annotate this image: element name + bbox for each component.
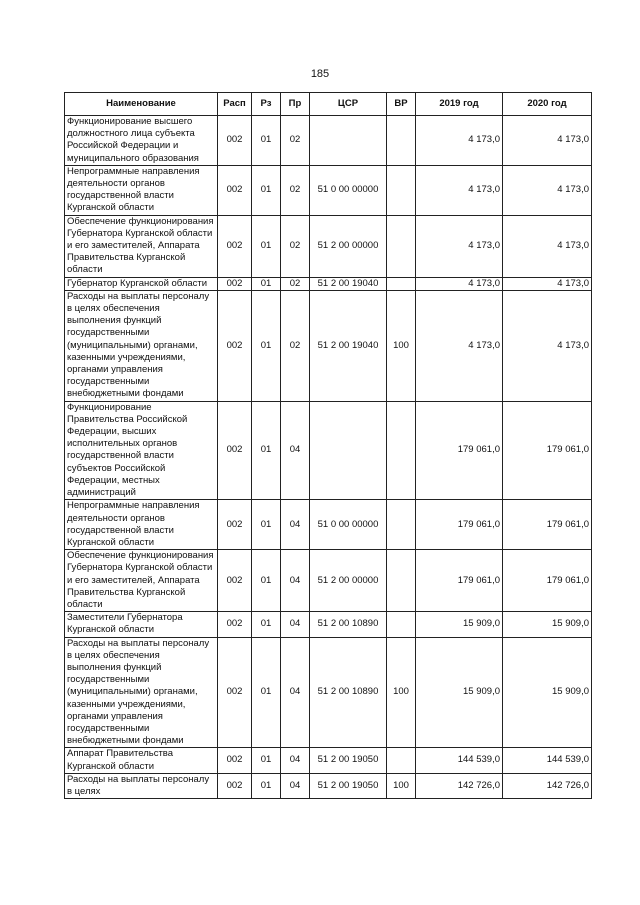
cell-csr: 51 2 00 00000	[310, 215, 387, 277]
header-name: Наименование	[65, 93, 218, 116]
cell-csr: 51 2 00 19040	[310, 290, 387, 401]
cell-csr: 51 2 00 00000	[310, 550, 387, 612]
cell-rasp: 002	[218, 215, 252, 277]
cell-name: Функционирование Правительства Российской Федерации, высших исполнительных органов государственной власти субъектов Российской Федерации, местных администраций	[65, 401, 218, 500]
cell-vr: 100	[387, 290, 416, 401]
header-pr: Пр	[281, 93, 310, 116]
cell-pr: 02	[281, 116, 310, 166]
cell-rz: 01	[252, 401, 281, 500]
cell-name: Непрограммные направления деятельности органов государственной власти Курганской области	[65, 165, 218, 215]
cell-2019: 179 061,0	[416, 500, 503, 550]
cell-rz: 01	[252, 550, 281, 612]
cell-rasp: 002	[218, 290, 252, 401]
cell-vr	[387, 550, 416, 612]
cell-rz: 01	[252, 165, 281, 215]
table-row	[65, 401, 592, 500]
budget-table	[64, 92, 592, 799]
cell-rz: 01	[252, 116, 281, 166]
cell-2020: 179 061,0	[503, 500, 592, 550]
cell-2019: 4 173,0	[416, 277, 503, 290]
cell-pr: 02	[281, 215, 310, 277]
cell-rz: 01	[252, 748, 281, 773]
cell-vr	[387, 277, 416, 290]
cell-pr: 04	[281, 748, 310, 773]
header-rz: Рз	[252, 93, 281, 116]
cell-2019: 4 173,0	[416, 290, 503, 401]
cell-name: Обеспечение функционирования Губернатора Курганской области и его заместителей, Аппарата Правительства Курганской области	[65, 550, 218, 612]
cell-pr: 04	[281, 401, 310, 500]
cell-vr	[387, 500, 416, 550]
cell-pr: 02	[281, 277, 310, 290]
header-vr: ВР	[387, 93, 416, 116]
page-number: 185	[310, 68, 330, 80]
cell-2020: 15 909,0	[503, 637, 592, 748]
cell-2020: 4 173,0	[503, 116, 592, 166]
cell-name: Расходы на выплаты персоналу в целях	[65, 773, 218, 798]
table-row	[65, 748, 592, 773]
cell-2020: 4 173,0	[503, 290, 592, 401]
cell-rasp: 002	[218, 612, 252, 637]
cell-2020: 144 539,0	[503, 748, 592, 773]
table-row	[65, 215, 592, 277]
cell-rz: 01	[252, 637, 281, 748]
cell-name: Заместители Губернатора Курганской области	[65, 612, 218, 637]
table-row	[65, 290, 592, 401]
cell-2019: 144 539,0	[416, 748, 503, 773]
header-rasp: Расп	[218, 93, 252, 116]
cell-2020: 142 726,0	[503, 773, 592, 798]
cell-vr	[387, 748, 416, 773]
table-row	[65, 277, 592, 290]
header-csr: ЦСР	[310, 93, 387, 116]
cell-csr: 51 2 00 19040	[310, 277, 387, 290]
cell-rz: 01	[252, 612, 281, 637]
cell-rz: 01	[252, 290, 281, 401]
cell-pr: 02	[281, 290, 310, 401]
cell-2020: 15 909,0	[503, 612, 592, 637]
cell-2019: 15 909,0	[416, 612, 503, 637]
cell-csr: 51 2 00 19050	[310, 748, 387, 773]
cell-name: Губернатор Курганской области	[65, 277, 218, 290]
cell-rasp: 002	[218, 277, 252, 290]
cell-2020: 179 061,0	[503, 401, 592, 500]
cell-vr	[387, 401, 416, 500]
table-row	[65, 165, 592, 215]
cell-2019: 4 173,0	[416, 165, 503, 215]
cell-pr: 04	[281, 550, 310, 612]
cell-2020: 179 061,0	[503, 550, 592, 612]
header-2019: 2019 год	[416, 93, 503, 116]
cell-vr	[387, 215, 416, 277]
cell-csr	[310, 401, 387, 500]
cell-name: Функционирование высшего должностного лица субъекта Российской Федерации и муниципального образования	[65, 116, 218, 166]
cell-csr	[310, 116, 387, 166]
cell-csr: 51 0 00 00000	[310, 500, 387, 550]
cell-pr: 02	[281, 165, 310, 215]
cell-name: Обеспечение функционирования Губернатора Курганской области и его заместителей, Аппарата Правительства Курганской области	[65, 215, 218, 277]
header-2020: 2020 год	[503, 93, 592, 116]
cell-2019: 179 061,0	[416, 550, 503, 612]
cell-pr: 04	[281, 612, 310, 637]
cell-csr: 51 0 00 00000	[310, 165, 387, 215]
cell-csr: 51 2 00 19050	[310, 773, 387, 798]
cell-2019: 4 173,0	[416, 215, 503, 277]
cell-2019: 15 909,0	[416, 637, 503, 748]
cell-name: Аппарат Правительства Курганской области	[65, 748, 218, 773]
cell-2019: 142 726,0	[416, 773, 503, 798]
cell-pr: 04	[281, 773, 310, 798]
table-header-row	[65, 93, 592, 116]
cell-rasp: 002	[218, 773, 252, 798]
cell-name: Непрограммные направления деятельности органов государственной власти Курганской области	[65, 500, 218, 550]
cell-rasp: 002	[218, 748, 252, 773]
cell-rasp: 002	[218, 165, 252, 215]
cell-name: Расходы на выплаты персоналу в целях обеспечения выполнения функций государственными (муниципальными) органами, казенными учреждениями, органами управления государственными внебюджетными фондами	[65, 637, 218, 748]
cell-name: Расходы на выплаты персоналу в целях обеспечения выполнения функций государственными (муниципальными) органами, казенными учреждениями, органами управления государственными внебюджетными фондами	[65, 290, 218, 401]
cell-2019: 4 173,0	[416, 116, 503, 166]
cell-rasp: 002	[218, 637, 252, 748]
table-row	[65, 500, 592, 550]
cell-csr: 51 2 00 10890	[310, 612, 387, 637]
cell-vr	[387, 116, 416, 166]
cell-csr: 51 2 00 10890	[310, 637, 387, 748]
cell-pr: 04	[281, 637, 310, 748]
table-row	[65, 612, 592, 637]
cell-2020: 4 173,0	[503, 277, 592, 290]
cell-2020: 4 173,0	[503, 165, 592, 215]
cell-rz: 01	[252, 277, 281, 290]
cell-rz: 01	[252, 500, 281, 550]
cell-vr	[387, 165, 416, 215]
cell-pr: 04	[281, 500, 310, 550]
cell-vr: 100	[387, 773, 416, 798]
table-row	[65, 116, 592, 166]
cell-2020: 4 173,0	[503, 215, 592, 277]
cell-rz: 01	[252, 773, 281, 798]
cell-rasp: 002	[218, 401, 252, 500]
cell-rasp: 002	[218, 116, 252, 166]
table-row	[65, 550, 592, 612]
cell-vr: 100	[387, 637, 416, 748]
cell-rasp: 002	[218, 500, 252, 550]
cell-rasp: 002	[218, 550, 252, 612]
cell-rz: 01	[252, 215, 281, 277]
cell-vr	[387, 612, 416, 637]
table-row	[65, 773, 592, 798]
table-row	[65, 637, 592, 748]
cell-2019: 179 061,0	[416, 401, 503, 500]
